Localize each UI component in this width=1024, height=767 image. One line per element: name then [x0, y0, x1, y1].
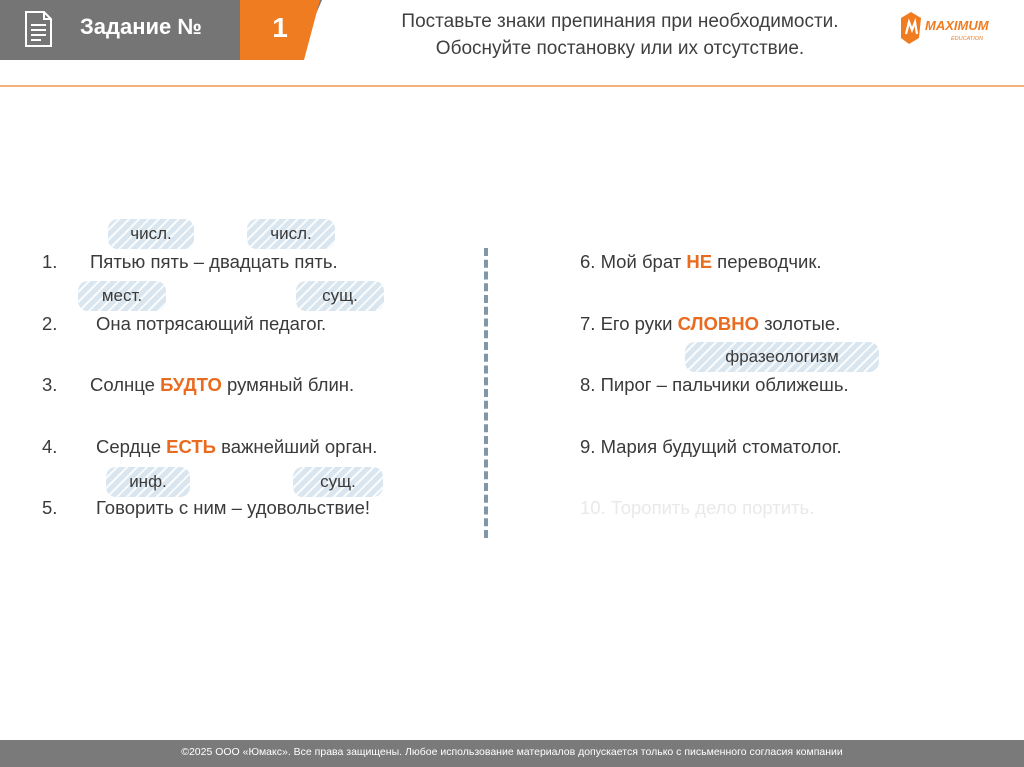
highlighted-word: СЛОВНО: [677, 313, 759, 334]
list-item-9: [580, 436, 842, 458]
list-item-3: [42, 374, 354, 396]
item-text: золотые.: [758, 313, 841, 334]
footer: [0, 740, 1024, 767]
item-text: важнейший орган.: [215, 436, 378, 457]
document-icon: [24, 11, 52, 47]
pos-tag: сущ.: [296, 281, 384, 311]
list-item-10: [580, 497, 814, 519]
item-text: 7. Его руки: [580, 313, 678, 334]
list-item-6: [580, 251, 822, 273]
pos-tag: числ.: [247, 219, 335, 249]
item-number: 4.: [42, 436, 58, 457]
item-text: румяный блин.: [221, 374, 355, 395]
item-text: Пятью пять – двадцать пять.: [90, 251, 338, 272]
item-text: Сердце: [96, 436, 167, 457]
item-number: 3.: [42, 374, 58, 395]
list-item-8: [580, 374, 849, 396]
task-number: 1: [272, 12, 288, 43]
item-number: 2.: [42, 313, 58, 334]
copyright-text: ©2025 ООО «Юмакс». Все права защищены. Любое использование материалов допускается только с письменного согласия компании: [181, 746, 843, 758]
item-text: 10. Торопить дело портить.: [580, 497, 815, 518]
pos-tag: числ.: [108, 219, 194, 249]
task-label: Задание №: [80, 14, 202, 39]
list-item-2: [42, 313, 326, 335]
item-text: 6. Мой брат: [580, 251, 687, 272]
item-text: Говорить с ним – удовольствие!: [96, 497, 371, 518]
highlighted-word: БУДТО: [160, 374, 222, 395]
list-item-7: [580, 313, 840, 335]
pos-tag: мест.: [78, 281, 166, 311]
item-number: 1.: [42, 251, 58, 272]
maximum-logo: [897, 8, 1017, 52]
list-item-5: [42, 497, 370, 519]
item-text: переводчик.: [712, 251, 822, 272]
pos-tag: сущ.: [293, 467, 383, 497]
instruction-line-1: Поставьте знаки препинания при необходимости.: [401, 11, 839, 32]
header-divider: [0, 85, 1024, 87]
logo-subtext: EDUCATION: [951, 36, 983, 42]
logo-text: MAXIMUM: [925, 18, 989, 33]
item-text: Она потрясающий педагог.: [96, 313, 327, 334]
column-divider: [484, 248, 488, 538]
slide-header: [0, 0, 1024, 86]
item-text: 9. Мария будущий стоматолог.: [580, 436, 842, 457]
pos-tag: фразеологизм: [685, 342, 879, 372]
highlighted-word: НЕ: [686, 251, 713, 272]
list-item-1: [42, 251, 338, 273]
item-text: 8. Пирог – пальчики оближешь.: [580, 374, 849, 395]
instruction-line-2: Обоснуйте постановку или их отсутствие.: [435, 38, 805, 59]
list-item-4: [42, 436, 377, 458]
item-text: Солнце: [90, 374, 161, 395]
item-number: 5.: [42, 497, 58, 518]
pos-tag: инф.: [106, 467, 190, 497]
instruction-text: [340, 8, 900, 62]
highlighted-word: ЕСТЬ: [166, 436, 216, 457]
